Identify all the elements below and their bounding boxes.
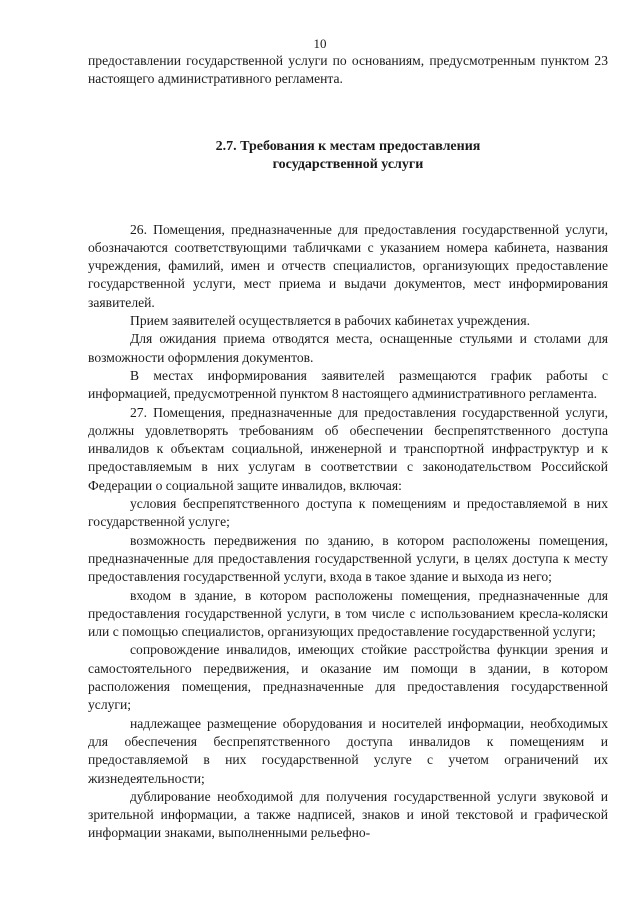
list-item-access-conditions: условия беспрепятственного доступа к помещениям и предоставляемой в них государственной услуге; bbox=[88, 496, 608, 530]
paragraph-reception: Прием заявителей осуществляется в рабочих кабинетах учреждения. bbox=[130, 313, 531, 329]
intro-paragraph: предоставлении государственной услуги по основаниям, предусмотренным пунктом 23 настоящего административного регламента. bbox=[88, 53, 608, 87]
paragraph-info-places: В местах информирования заявителей размещаются график работы с информацией, предусмотренной пунктом 8 настоящего административного регламента. bbox=[88, 367, 608, 402]
list-item-escort: сопровождение инвалидов, имеющих стойкие расстройства функции зрения и самостоятельного передвижения, и оказание им помощи в здании, в котором расположения помещения, предназначенные для предоставления государственной услуги; bbox=[88, 642, 608, 713]
list-item-duplication: дублирование необходимой для получения государственной услуги звуковой и зрительной информации, а также надписей, знаков и иной текстовой и графической информации знаками, выполненными рельефно- bbox=[88, 788, 608, 841]
paragraph-27: 27. Помещения, предназначенные для предоставления государственной услуги, должны удовлетворять требованиям об обеспечении беспрепятственного доступа инвалидов к объектам социальной, инженерной и транспортной инфраструктур и к предоставляемым в них услугам в соответствии с законодательством Российской Федерации о социальной защите инвалидов, включая: bbox=[88, 404, 608, 493]
list-item-movement: возможность передвижения по зданию, в котором расположены помещения, предназначенные для предоставления государственной услуги, в целях доступа к месту предоставления государственной услуги, входа в такое здание и выхода из него; bbox=[88, 532, 608, 585]
document-body bbox=[88, 52, 608, 843]
section-heading-line2: государственной услуги bbox=[272, 156, 424, 172]
list-item-entrance: входом в здание, в котором расположены помещения, предназначенные для предоставления государственной услуги, в том числе с использованием кресла-коляски или с помощью специалистов, организующих предоставление государственной услуги; bbox=[88, 587, 608, 640]
list-item-equipment: надлежащее размещение оборудования и носителей информации, необходимых для обеспечения беспрепятственного доступа инвалидов к помещениям и предоставляемой в них государственной услуге с учетом ограничений их жизнедеятельности; bbox=[88, 715, 608, 786]
paragraph-26: 26. Помещения, предназначенные для предоставления государственной услуги, обозначаются соответствующими табличками с указанием номера кабинета, названия учреждения, фамилий, имен и отчеств специалистов, организующих предоставление государственной услуги, мест приема и выдачи документов, мест информирования заявителей. bbox=[88, 221, 608, 310]
page-number: 10 bbox=[313, 36, 327, 51]
section-heading-line1: 2.7. Требования к местам предоставления bbox=[215, 138, 481, 154]
paragraph-waiting: Для ожидания приема отводятся места, оснащенные стульями и столами для возможности оформления документов. bbox=[88, 331, 608, 365]
